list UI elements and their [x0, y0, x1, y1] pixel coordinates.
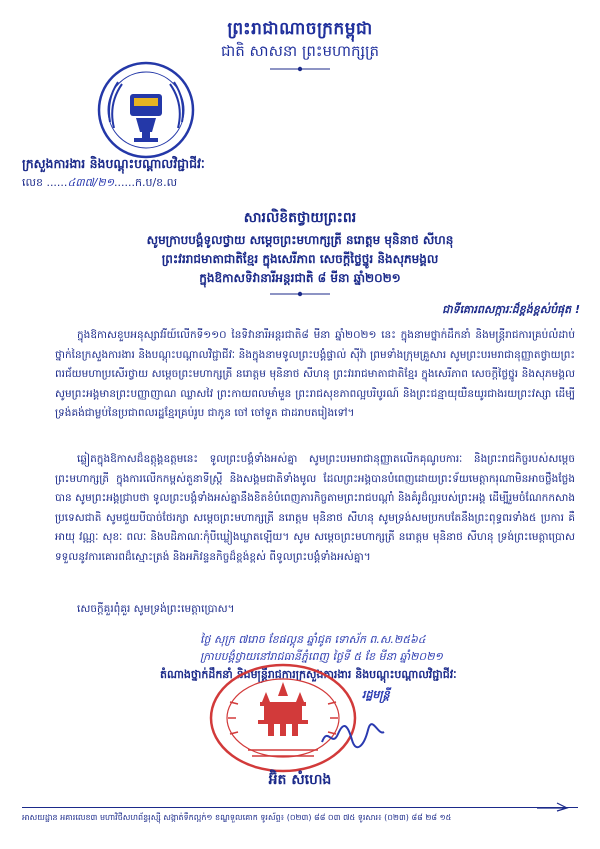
title-line-1: សូមក្រាបបង្គំទូលថ្វាយ សម្តេចព្រះមហាក្សត្រី នរោត្តម មុនិនាថ សីហនុ: [146, 233, 454, 247]
lunar-date: ថ្ងៃ សុក្រ ៧រោច ខែផល្គុន ឆ្នាំជូត ទោស័ក ព.ស.២៥៦៤: [200, 633, 426, 646]
reference-handwritten-number: ៤៣៧: [67, 176, 94, 189]
paragraph-text: ឆ្លៀតក្នុងឱកាសដ៏ឧត្តុង្គឧត្តមនេះ ទូលព្រះបង្គំទាំងអស់គ្នា សូមព្រះបរមរាជានុញ្ញាតលើកគុណូបការៈ និងព្រះរាជកិច្ចរបស់សម្តេចព្រះមហាក្សត្រី ក្នុងការលើកកម្ពស់តួនាទីស្ត្រី និងសង្គមជាតិទាំងមូល ដែលព្រះអង្គបានបំពេញដោយព្រះទ័យមេត្តាករុណាមិនអាចថ្លឹងថ្លែងបាន សូមព្រះអង្គជ្រាបថា ទូលព្រះបង្គំទាំងអស់គ្នានឹងខិតខំបំពេញភារកិច្ចតាមព្រះរាជបណ្តាំ និងគំរូដ៏ល្អរបស់ព្រះអង្គ ដើម្បីរួមចំណែកកសាងប្រទេសជាតិ សូមជួយបីបាច់ថែរក្សា សម្តេចព្រះមហាក្សត្រី នរោត្តម មុនិនាថ សីហនុ សូមទ្រង់សមប្រកបតែនឹងព្រះពុទ្ធពរទាំង៥ ប្រការ គឺអាយុ វណ្ណៈ សុខៈ ពលៈ និងបដិភាណៈកុំបីឃ្លៀងឃ្លាតឡើយ។: [55, 453, 575, 543]
title-line-3: ក្នុងឱកាសទិវានារីអន្តរជាតិ ៨ មីនា ឆ្នាំ២០២១: [199, 271, 401, 285]
signer-role: រដ្ឋមន្ត្រី: [362, 688, 390, 701]
signer-title: តំណាងថ្នាក់ដឹកនាំ និងមន្ត្រីរាជការក្រសួងការងារ និងបណ្តុះបណ្តាលវិជ្ជាជីវៈ: [160, 668, 457, 681]
body-paragraph-3: [55, 600, 575, 620]
body-paragraph-2: [55, 450, 575, 567]
reference-number: [22, 176, 177, 192]
title-line-2: ព្រះវររាជមាតាជាតិខ្មែរ ក្នុងសេរីភាព សេចក្តីថ្លៃថ្នូរ និងសុភមង្គល: [161, 252, 439, 266]
reference-suffix: ......ក.ប/ខ.ល: [114, 176, 178, 189]
letter-title: សារលិខិតថ្វាយព្រះពរ: [243, 210, 357, 226]
closing-text: សេចក្តីគួរពុំគួរ សូមទ្រង់ព្រះមេត្តាប្រោស។: [77, 603, 235, 615]
body-paragraph-1: [55, 326, 575, 424]
salutation-note: ជាទីគោរពសក្ការៈដ៏ខ្ពង់ខ្ពស់បំផុត !: [442, 303, 580, 316]
footer-address: អាសយដ្ឋាន អគារលេខ៣ មហាវិថីសហព័ន្ធរុស្ស៊ី សង្កាត់ទឹកល្អក់១ ខណ្ឌទួលគោក ទូរស័ព្ទ៖ (០២៣) ៨៨ ០៣ ៧៥ ទូរសារ៖ (០២៣) ៨៨ ២៨ ១៥: [22, 813, 452, 822]
footer-divider: [22, 807, 578, 808]
paragraph-text: ក្នុងឱកាសខួបអនុស្សាវរីយ៍លើកទី១១០ នៃទិវានារីអន្តរជាតិ៨ មីនា ឆ្នាំ២០២១ នេះ ក្នុងនាមថ្នាក់ដឹកនាំ និងមន្ត្រីរាជការគ្រប់លំដាប់ថ្នាក់នៃក្រសួងការងារ និងបណ្តុះបណ្តាលវិជ្ជាជីវៈ និងក្នុងនាមទូលព្រះបង្គំផ្ទាល់ ស៊ីវ៉ា ព្រមទាំងក្រុមគ្រួសារ សូមព្រះបរមរាជានុញ្ញាតថ្វាយព្រះពរជ័យមហាប្រសើរថ្វាយ សម្តេចព្រះមហាក្សត្រី នរោត្តម មុនិនាថ សីហនុ ព្រះវររាជមាតាជាតិខ្មែរ ក្នុងសេរីភាព សេចក្តីថ្លៃថ្នូរ និងសុភមង្គល សូមព្រះអង្គមានព្រះបញ្ញាញាណ ឈ្លាសវៃ ព្រះកាយពលមាំមួន ព្រះរាជសុខភាពល្អបរិបូរណ៍ និងព្រះជន្មាយុយឺនយូរជាងរយព្រះវស្សា ដើម្បីទ្រង់គង់ជាម្លប់នៃប្រជាពលរដ្ឋខ្មែរគ្រប់រូប ជាកូន ចៅ ចៅទួត ជាដរាបតរៀងទៅ។: [55, 329, 575, 419]
ministry-logo: [96, 60, 196, 160]
ornament-divider-icon: [270, 291, 330, 297]
signer-name: អ៊ិត សំហេង: [268, 772, 332, 788]
arrow-ornament-icon: [535, 800, 575, 812]
kingdom-heading: ព្រះរាជាណាចក្រកម្ពុជា: [227, 19, 373, 39]
handwritten-signature: [318, 722, 388, 750]
national-motto: ជាតិ សាសនា ព្រះមហាក្សត្រ: [220, 42, 380, 60]
paragraph-tail: សូម សម្តេចព្រះមហាក្សត្រី នរោត្តម មុនិនាថ សីហនុ ទ្រង់ព្រះមេត្តាប្រោសទទួលនូវការគោរពដ៏ស្មោះត្រង់ និងអភិវន្ទនកិច្ចដ៏ខ្ពង់ខ្ពស់ ពីទូលព្រះបង្គំទាំងអស់គ្នា។: [55, 531, 575, 563]
reference-label: លេខ ......: [22, 176, 68, 189]
ornament-divider-icon: [270, 66, 330, 72]
reference-year: /២១: [93, 176, 115, 189]
solar-date: ក្រាបបង្គំថ្វាយនៅរាជធានីភ្នំពេញ ថ្ងៃទី ៥ ខែ មីនា ឆ្នាំ២០២១: [200, 650, 443, 663]
official-seal: [208, 662, 358, 774]
ministry-name: ក្រសួងការងារ និងបណ្តុះបណ្តាលវិជ្ជាជីវៈ: [22, 156, 205, 171]
